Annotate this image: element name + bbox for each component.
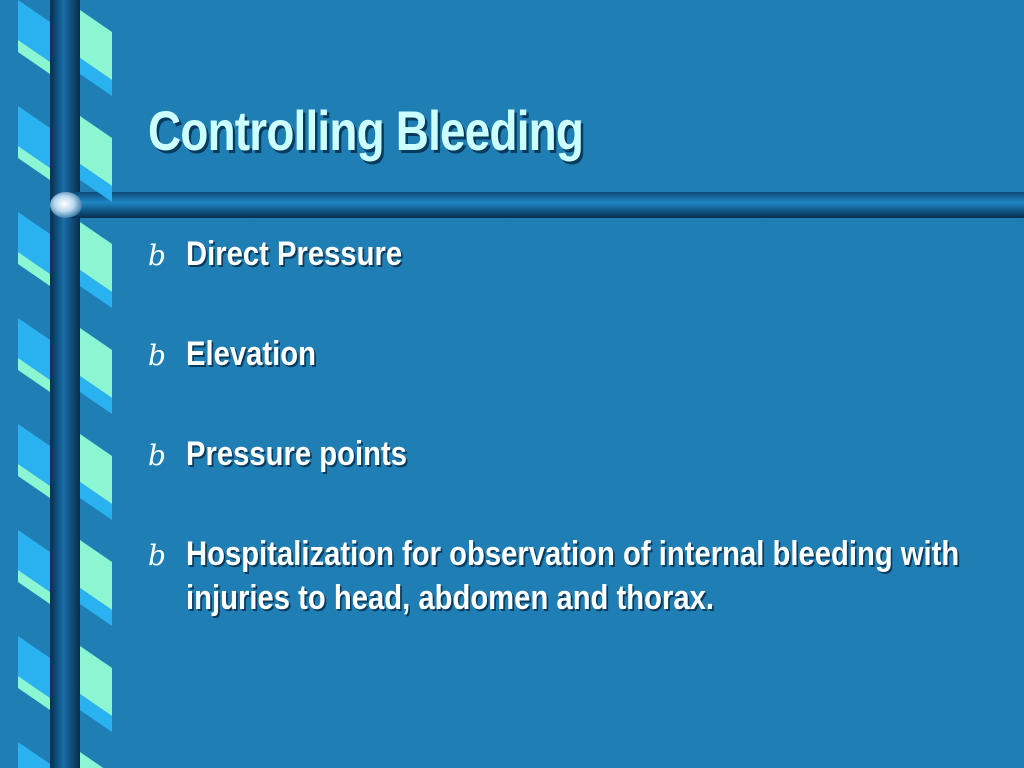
- horizontal-bar: [66, 192, 1024, 218]
- bullet-item: [148, 232, 968, 276]
- bullet-list: [148, 232, 968, 676]
- bullet-text: Elevation: [186, 335, 317, 373]
- bullet-icon: b: [148, 539, 166, 572]
- bullet-text: Pressure points: [186, 435, 408, 473]
- bullet-item: [148, 532, 968, 620]
- bullet-text: Direct Pressure: [186, 235, 403, 273]
- bullet-item: [148, 432, 968, 476]
- bullet-icon: b: [148, 239, 166, 272]
- slide-title: Controlling Bleeding: [148, 99, 584, 162]
- bullet-icon: b: [148, 439, 166, 472]
- ribbon-band-left: [18, 742, 50, 768]
- pole-knob: [50, 192, 82, 218]
- ribbon-band-right: [80, 752, 112, 768]
- bullet-item: [148, 332, 968, 376]
- vertical-pole: [50, 0, 80, 768]
- bullet-text: Hospitalization for observation of internal bleeding with injuries to head, abdomen and thorax.: [186, 535, 960, 617]
- bullet-icon: b: [148, 339, 166, 372]
